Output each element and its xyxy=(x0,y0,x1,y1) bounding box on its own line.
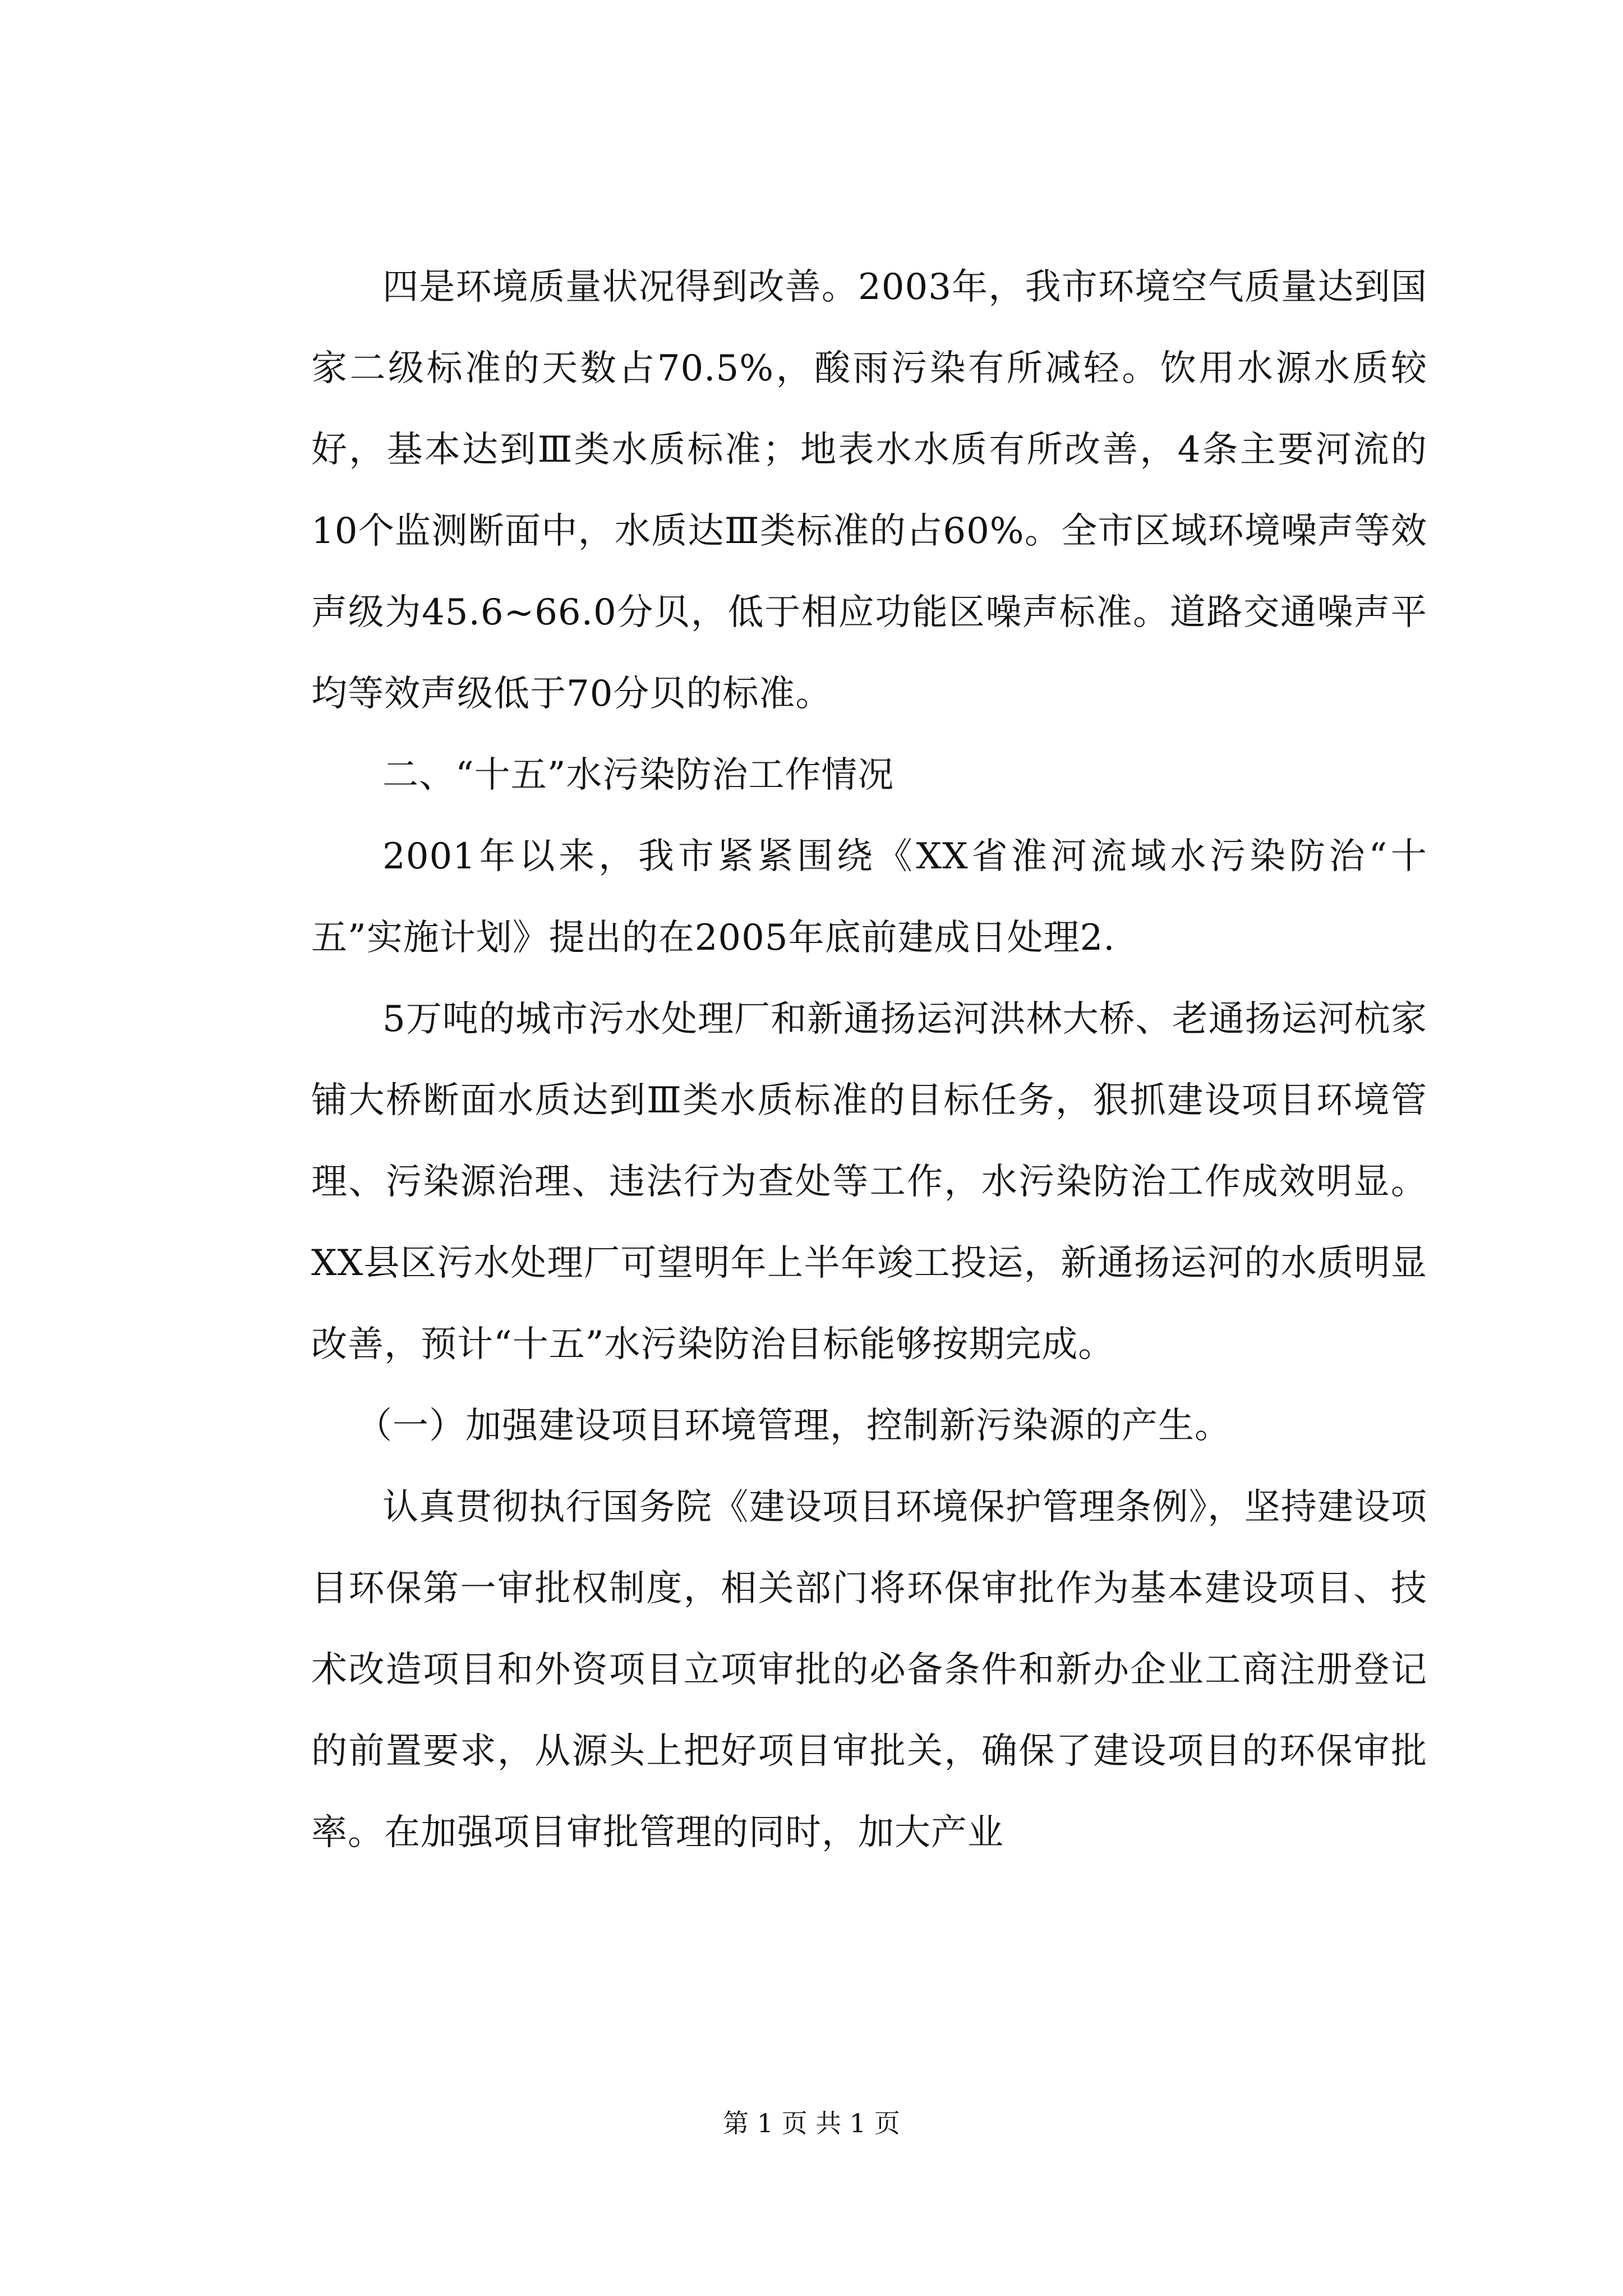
page-footer: 第 1 页 共 1 页 xyxy=(723,2108,900,2138)
document-body xyxy=(311,247,1427,1874)
paragraph-since-2001: 2001年以来，我市紧紧围绕《XX省淮河流域水污染防治“十五”实施计划》提出的在2005年底前建成日处理2. xyxy=(311,836,1427,959)
paragraph-environment-quality: 四是环境质量状况得到改善。2003年，我市环境空气质量达到国家二级标准的天数占70.5%，酸雨污染有所减轻。饮用水源水质较好，基本达到Ⅲ类水质标准；地表水水质有所改善，4条主要河流的10个监测断面中，水质达Ⅲ类标准的占60%。全市区域环境噪声等效声级为45.6~66.0分贝，低于相应功能区噪声标准。道路交通噪声平均等效声级低于70分贝的标准。 xyxy=(311,266,1427,715)
subheading-project-management: （一）加强建设项目环境管理，控制新污染源的产生。 xyxy=(356,1405,1231,1447)
section-heading-water-pollution: 二、“十五”水污染防治工作情况 xyxy=(382,754,895,796)
paragraph-approval-regulations: 认真贯彻执行国务院《建设项目环境保护管理条例》，坚持建设项目环保第一审批权制度，相关部门将环保审批作为基本建设项目、技术改造项目和外资项目立项审批的必备条件和新办企业工商注册登记的前置要求，从源头上把好项目审批关，确保了建设项目的环保审批率。在加强项目审批管理的同时，加大产业 xyxy=(311,1487,1427,1853)
paragraph-treatment-targets: 5万吨的城市污水处理厂和新通扬运河洪林大桥、老通扬运河杭家铺大桥断面水质达到Ⅲ类水质标准的目标任务，狠抓建设项目环境管理、污染源治理、违法行为查处等工作，水污染防治工作成效明显。XX县区污水处理厂可望明年上半年竣工投运，新通扬运河的水质明显改善，预计“十五”水污染防治目标能够按期完成。 xyxy=(311,999,1427,1365)
